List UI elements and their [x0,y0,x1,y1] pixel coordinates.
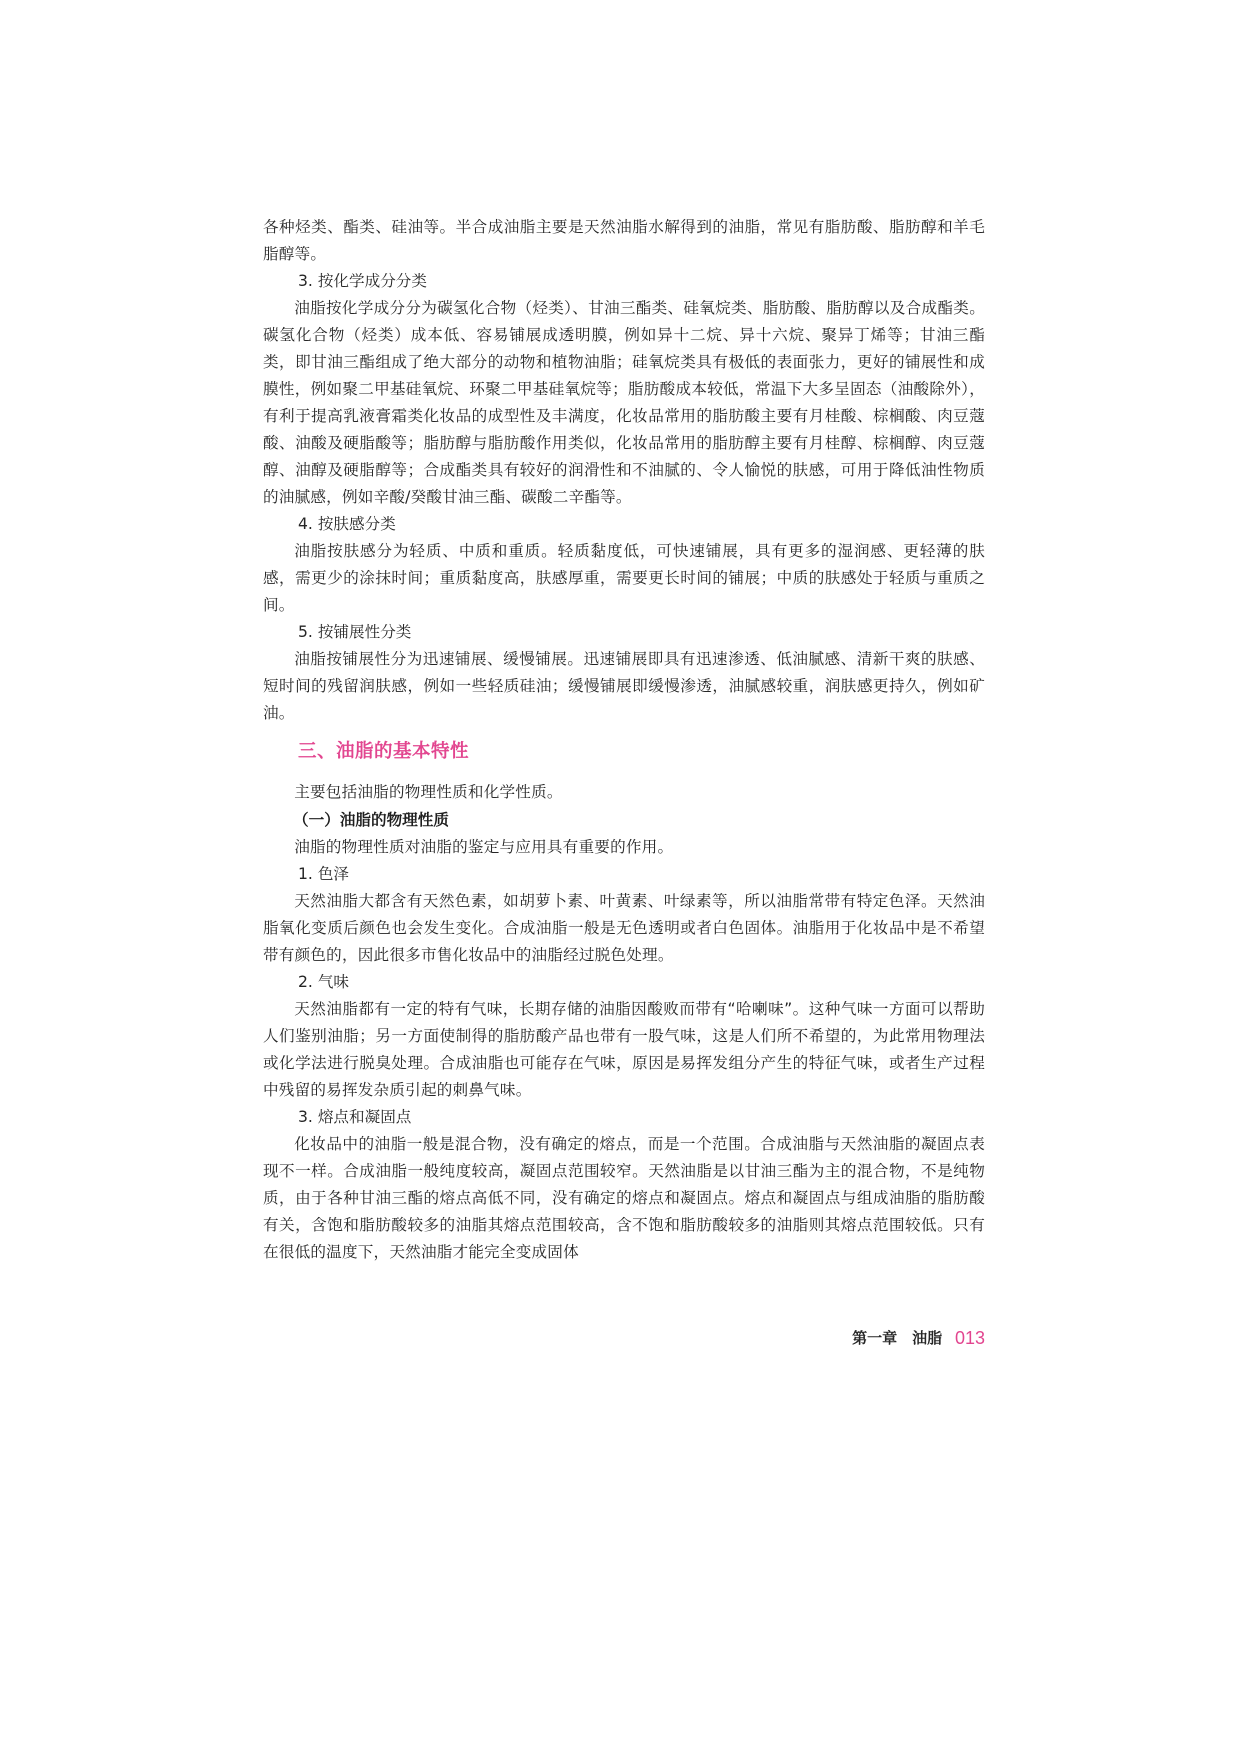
paragraph-odor: 天然油脂都有一定的特有气味，长期存储的油脂因酸败而带有“哈喇味”。这种气味一方面可以帮助人们鉴别油脂；另一方面使制得的脂肪酸产品也带有一股气味，这是人们所不希望的，为此常用物理法或化学法进行脱臭处理。合成油脂也可能存在气味，原因是易挥发组分产生的特征气味，或者生产过程中残留的易挥发杂质引起的刺鼻气味。 [263,1000,985,1099]
subsection-intro: 油脂的物理性质对油脂的鉴定与应用具有重要的作用。 [294,838,674,856]
subsection-title: （一）油脂的物理性质 [293,811,449,829]
page-number: 013 [954,1328,985,1348]
page-body [263,214,985,1266]
paragraph-skin-feel: 油脂按肤感分为轻质、中质和重质。轻质黏度低，可快速铺展，具有更多的湿润感、更轻薄的肤感，需更少的涂抹时间；重质黏度高，肤感厚重，需要更长时间的铺展；中质的肤感处于轻质与重质之间。 [263,542,985,614]
heading-odor: 2. 气味 [298,973,350,991]
paragraph-chemical-composition: 油脂按化学成分分为碳氢化合物（烃类）、甘油三酯类、硅氧烷类、脂肪酸、脂肪醇以及合成酯类。碳氢化合物（烃类）成本低、容易铺展成透明膜，例如异十二烷、异十六烷、聚异丁烯等；甘油三酯类，即甘油三酯组成了绝大部分的动物和植物油脂；硅氧烷类具有极低的表面张力，更好的铺展性和成膜性，例如聚二甲基硅氧烷、环聚二甲基硅氧烷等；脂肪酸成本较低，常温下大多呈固态（油酸除外），有利于提高乳液膏霜类化妆品的成型性及丰满度，化妆品常用的脂肪酸主要有月桂酸、棕榈酸、肉豆蔻酸、油酸及硬脂酸等；脂肪醇与脂肪酸作用类似，化妆品常用的脂肪醇主要有月桂醇、棕榈醇、肉豆蔻醇、油醇及硬脂醇等；合成酯类具有较好的润滑性和不油腻的、令人愉悦的肤感，可用于降低油性物质的油腻感，例如辛酸/癸酸甘油三酯、碳酸二辛酯等。 [263,299,985,506]
heading-by-chemical-composition: 3. 按化学成分分类 [298,272,427,290]
page-footer [263,1326,985,1350]
paragraph-color: 天然油脂大都含有天然色素，如胡萝卜素、叶黄素、叶绿素等，所以油脂常带有特定色泽。天然油脂氧化变质后颜色也会发生变化。合成油脂一般是无色透明或者白色固体。油脂用于化妆品中是不希望带有颜色的，因此很多市售化妆品中的油脂经过脱色处理。 [263,892,985,964]
paragraph-semi-synthetic: 各种烃类、酯类、硅油等。半合成油脂主要是天然油脂水解得到的油脂，常见有脂肪酸、脂肪醇和羊毛脂醇等。 [263,218,985,263]
heading-by-skin-feel: 4. 按肤感分类 [298,515,396,533]
paragraph-spreadability: 油脂按铺展性分为迅速铺展、缓慢铺展。迅速铺展即具有迅速渗透、低油腻感、清新干爽的肤感、短时间的残留润肤感，例如一些轻质硅油；缓慢铺展即缓慢渗透，油腻感较重，润肤感更持久，例如矿油。 [263,650,985,722]
section-title: 三、油脂的基本特性 [298,741,470,762]
heading-color: 1. 色泽 [298,865,350,883]
footer-chapter: 第一章 油脂 [852,1329,943,1347]
paragraph-melting-point: 化妆品中的油脂一般是混合物，没有确定的熔点，而是一个范围。合成油脂与天然油脂的凝固点表现不一样。合成油脂一般纯度较高，凝固点范围较窄。天然油脂是以甘油三酯为主的混合物，不是纯物质，由于各种甘油三酯的熔点高低不同，没有确定的熔点和凝固点。熔点和凝固点与组成油脂的脂肪酸有关，含饱和脂肪酸较多的油脂其熔点范围较高，含不饱和脂肪酸较多的油脂则其熔点范围较低。只有在很低的温度下，天然油脂才能完全变成固体 [263,1135,985,1261]
heading-by-spreadability: 5. 按铺展性分类 [298,623,412,641]
heading-melting-point: 3. 熔点和凝固点 [298,1108,412,1126]
section-intro: 主要包括油脂的物理性质和化学性质。 [294,783,563,801]
